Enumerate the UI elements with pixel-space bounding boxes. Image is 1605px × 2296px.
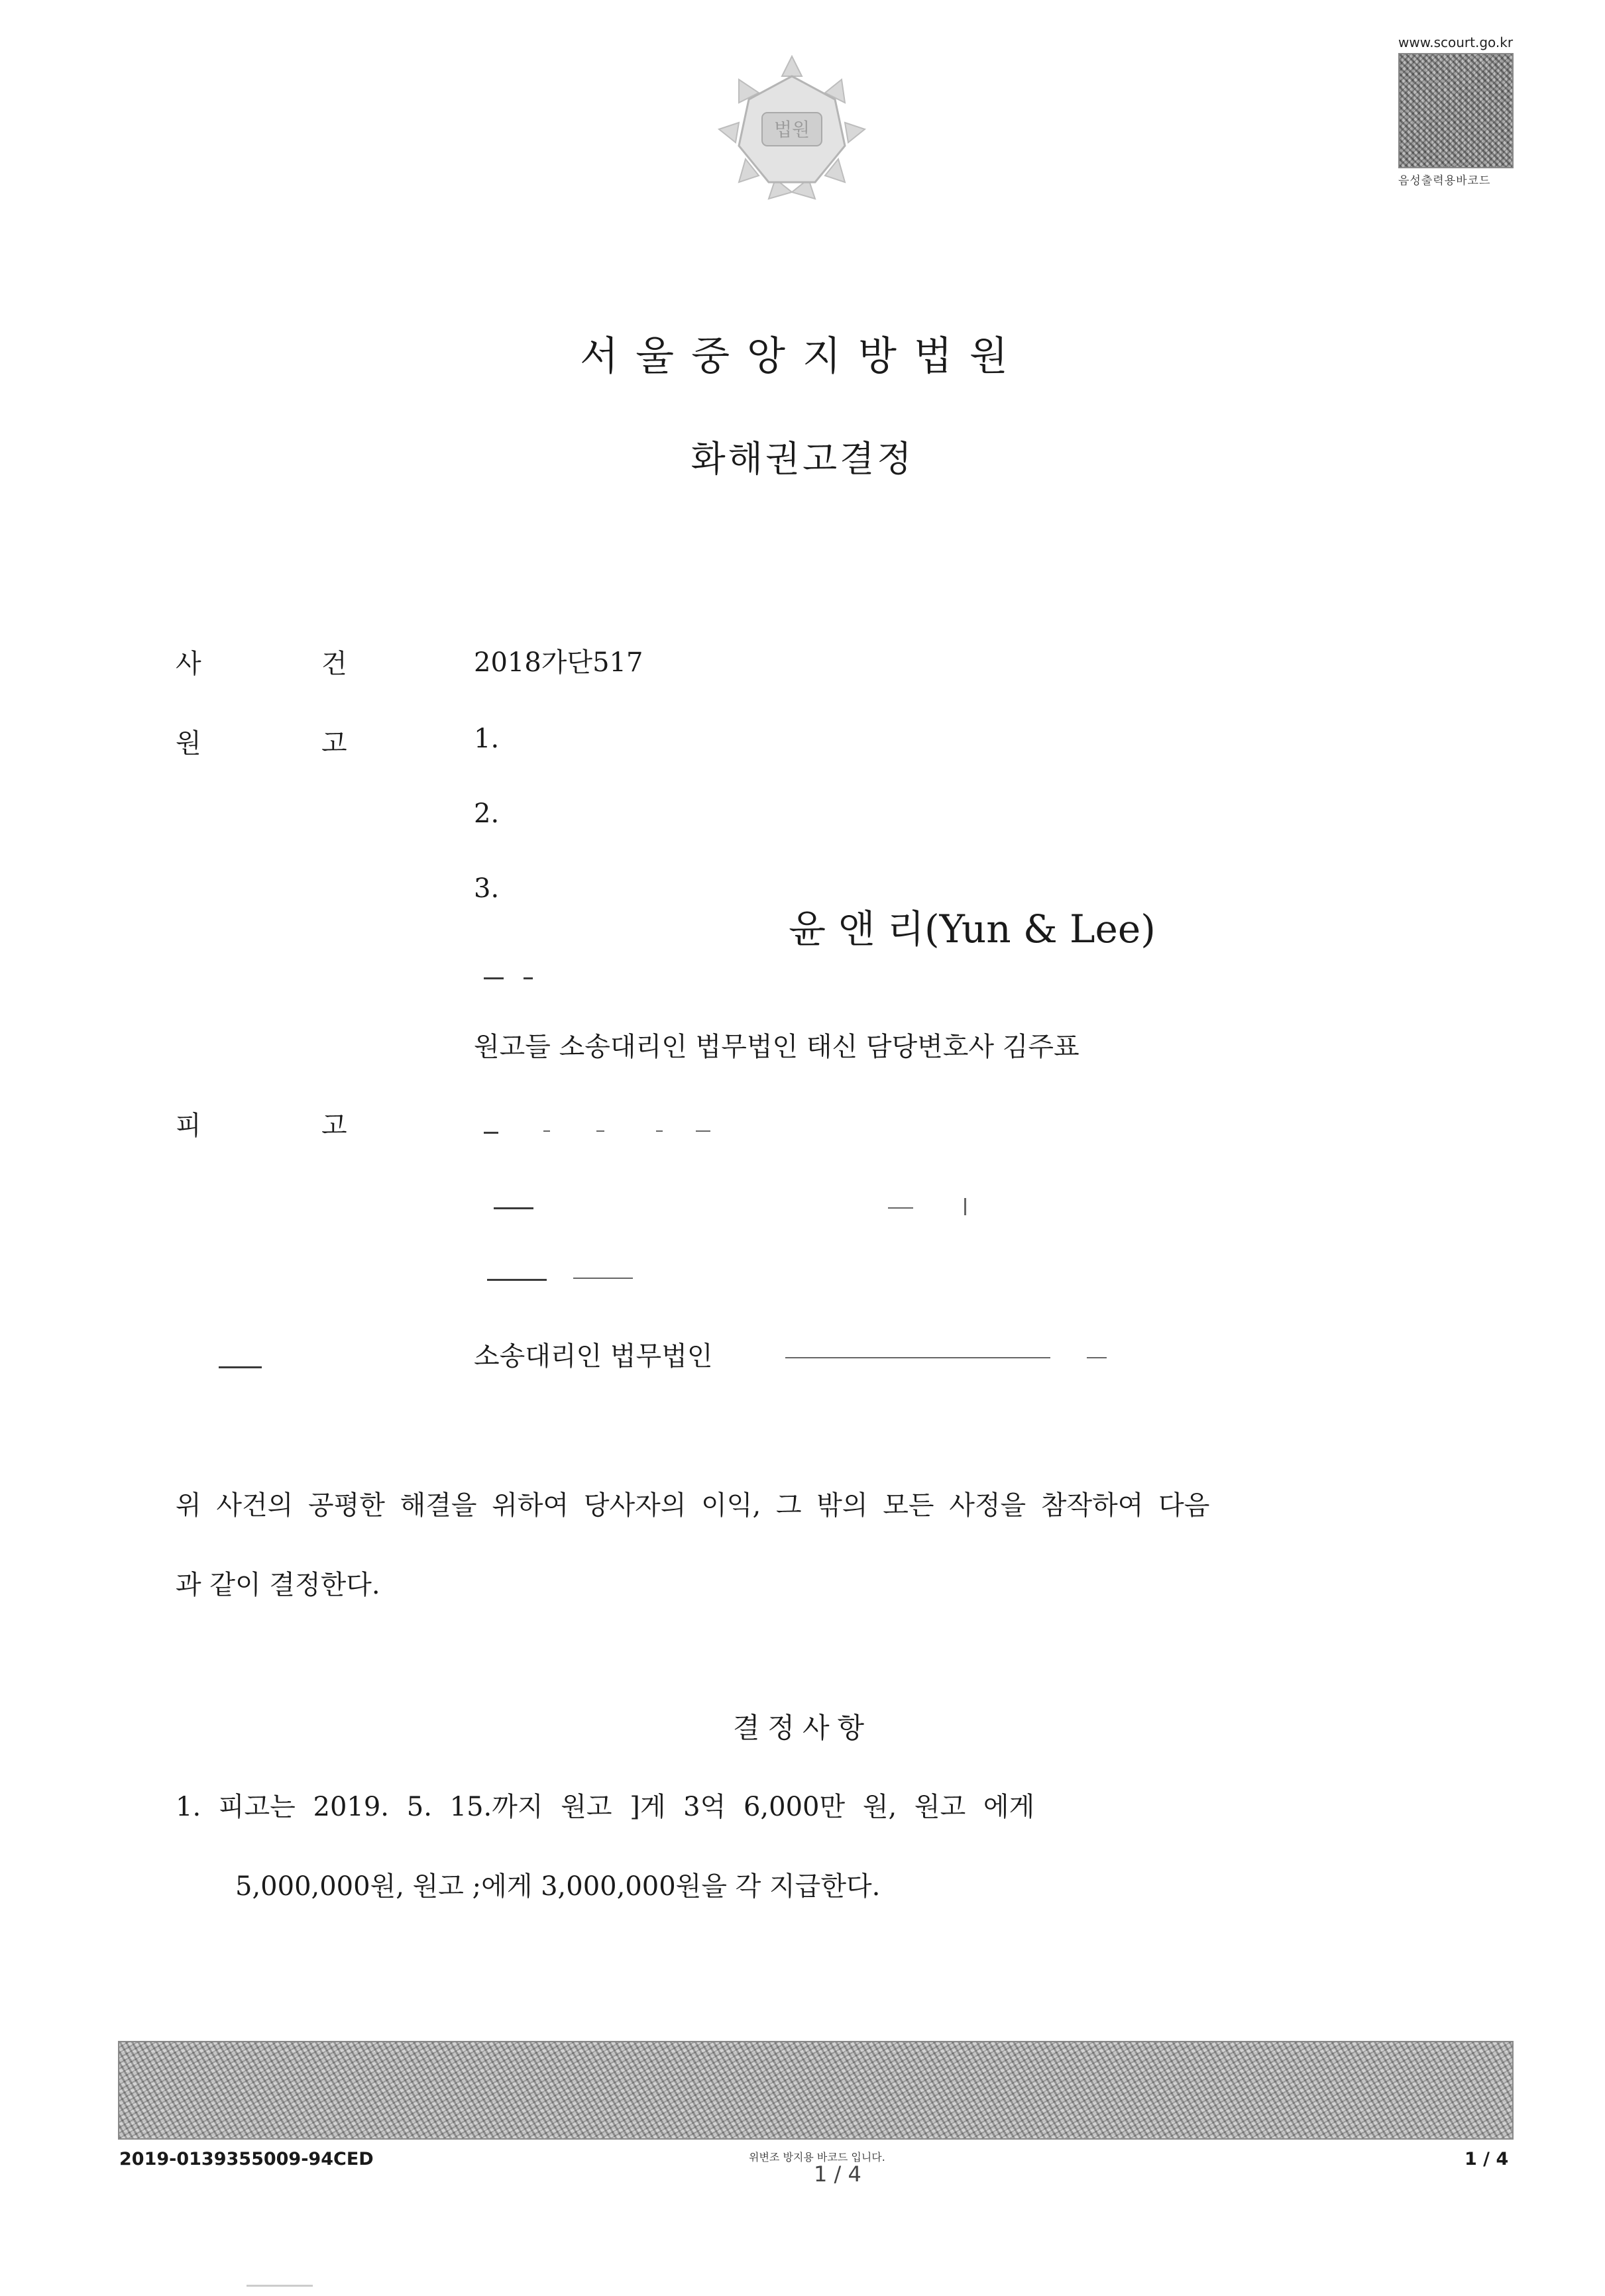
redaction-mark [487, 1279, 547, 1281]
page-number-right: 1 / 4 [1465, 2149, 1509, 2169]
intro-line-1: 위 사건의 공평한 해결을 위하여 당사자의 이익, 그 밖의 모든 사정을 참작하여 다음 [176, 1490, 1210, 1521]
page-number-center: 1 / 4 [814, 2161, 861, 2187]
defendant-agent: 소송대리인 법무법인 [474, 1341, 713, 1372]
court-emblem-icon [709, 50, 875, 209]
defendant-label-2: 고 [321, 1111, 347, 1141]
redaction-mark [494, 1207, 533, 1209]
barcode-note: 위변조 방지용 바코드 입니다. [749, 2151, 885, 2163]
redaction-mark [484, 977, 504, 979]
section-heading: 결정사항 [732, 1712, 873, 1744]
plaintiff-2: 2. [474, 798, 500, 829]
plaintiff-label-1: 원 [176, 728, 201, 759]
plaintiff-agent: 원고들 소송대리인 법무법인 태신 담당변호사 김주표 [474, 1032, 1079, 1062]
redaction-mark [696, 1130, 710, 1132]
defendant-label-1: 피 [176, 1111, 201, 1141]
case-number: 2018가단517 [474, 647, 643, 678]
redaction-mark [524, 977, 533, 979]
redaction-mark [656, 1130, 663, 1132]
redaction-mark [1087, 1357, 1107, 1358]
document-title: 화해권고결정 [691, 438, 914, 480]
redaction-mark [219, 1366, 262, 1368]
anti-forgery-barcode [118, 2041, 1514, 2140]
redaction-mark [573, 1278, 633, 1279]
plaintiff-label-2: 고 [321, 728, 347, 759]
decision-item-1-line-2: 5,000,000원, 원고 ;에게 3,000,000원을 각 지급한다. [235, 1871, 881, 1902]
firm-stamp-text: 윤 앤 리(Yun & Lee) [789, 906, 1156, 952]
redaction-mark [543, 1130, 550, 1132]
redaction-mark [785, 1357, 1050, 1358]
qr-url: www.scourt.go.kr [1398, 34, 1514, 50]
decision-item-1-line-1: 1. 피고는 2019. 5. 15.까지 원고 ]게 3억 6,000만 원, 원고 에게 [176, 1792, 1035, 1822]
case-label-1: 사 [176, 649, 201, 679]
emblem-label: 법원 [773, 119, 810, 140]
case-label-2: 건 [321, 649, 347, 679]
redaction-mark [484, 1132, 498, 1134]
document-id: 2019-0139355009-94CED [119, 2149, 374, 2169]
plaintiff-1: 1. [474, 724, 500, 754]
redaction-mark [596, 1130, 604, 1132]
plaintiff-3: 3. [474, 873, 500, 904]
qr-barcode [1398, 53, 1514, 168]
qr-caption: 음성출력용바코드 [1398, 174, 1491, 188]
redaction-mark [888, 1207, 913, 1209]
redaction-mark [964, 1198, 966, 1215]
intro-line-2: 과 같이 결정한다. [176, 1570, 380, 1600]
bottom-edge-mark [247, 2285, 313, 2287]
court-name: 서울중앙지방법원 [580, 333, 1025, 380]
